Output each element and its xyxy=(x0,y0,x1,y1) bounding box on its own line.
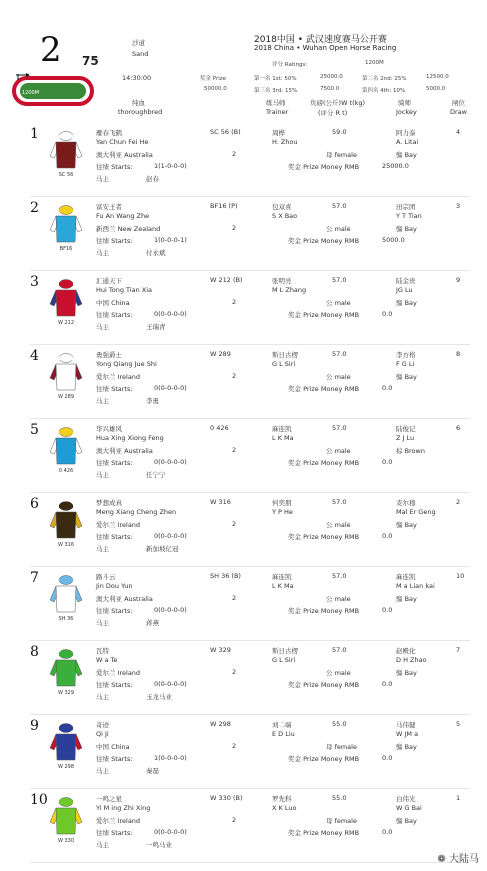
prize-money-label: 奖金 Prize Money RMB xyxy=(288,681,360,689)
horse-record: 0(0-0-0-0) xyxy=(154,606,187,614)
horse-name-en: Yi M ing Zhi Xing xyxy=(96,804,151,812)
horse-owner: 任宁宁 xyxy=(146,471,166,479)
watermark-icon: ❁ xyxy=(437,854,446,865)
jockey-en: JG Lu xyxy=(396,286,413,294)
col-trainer-en: Trainer xyxy=(266,108,289,116)
barrier-draw: 9 xyxy=(456,276,461,284)
race-title-en: 2018 China • Wuhan Open Horse Racing xyxy=(254,44,397,52)
prize-money-label: 奖金 Prize Money RMB xyxy=(288,385,360,393)
horse-record: 1(0-0-0-0) xyxy=(154,754,187,762)
jockey-en: W G Bai xyxy=(396,804,422,812)
trainer-cn: 周桦 xyxy=(272,129,285,137)
horse-colour: 骝 Bay xyxy=(396,521,417,529)
trainer-cn: 麻连凯 xyxy=(272,573,292,581)
silk-code: W 289 xyxy=(57,394,75,400)
race-number: 2 xyxy=(40,30,62,70)
trainer-en: H. Zhou xyxy=(272,138,298,146)
horse-name-cn: 路斗云 xyxy=(96,573,116,581)
prize-money-label: 奖金 Prize Money RMB xyxy=(288,533,360,541)
jockey-cn: 白伟光 xyxy=(396,795,416,803)
prize-label: 奖金 Prize xyxy=(200,76,227,82)
entry-row xyxy=(0,496,487,574)
col-draw-en: Draw xyxy=(450,108,467,116)
horse-name-en: Hui Tong Tian Xia xyxy=(96,286,153,294)
horse-record: 0(0-0-0-0) xyxy=(154,532,187,540)
prize-money: 0.0 xyxy=(382,310,393,318)
prize-money: 0.0 xyxy=(382,606,393,614)
trainer-cn: 何奕朋 xyxy=(272,499,292,507)
prize-money-label: 奖金 Prize Money RMB xyxy=(288,829,360,837)
jockey-silk-icon xyxy=(46,130,86,170)
carried-weight: 57.0 xyxy=(332,276,347,284)
prize-money: 0.0 xyxy=(382,828,393,836)
breed-en: thoroughbred xyxy=(118,108,163,116)
entry-number: 10 xyxy=(30,792,48,808)
jockey-en: A. Litai xyxy=(396,138,419,146)
rating-label: 评分 Ratings: xyxy=(272,62,308,68)
horse-colour: 骝 Bay xyxy=(396,595,417,603)
race-time: 14:30:00 xyxy=(122,74,152,82)
carried-weight: 57.0 xyxy=(332,646,347,654)
horse-name-en: Hua Xing Xiong Feng xyxy=(96,434,164,442)
silk-code: W 212 xyxy=(57,320,75,326)
prize-money: 5000.0 xyxy=(382,236,405,244)
horse-owner: 李勇 xyxy=(146,397,159,405)
horse-origin: 新西兰 New Zealand xyxy=(96,225,161,233)
trainer-en: L K Ma xyxy=(272,582,294,590)
horse-age: 2 xyxy=(232,594,237,602)
carried-weight: 57.0 xyxy=(332,572,347,580)
record-label: 往绩 Starts: xyxy=(96,311,133,319)
breed-cn: 纯血 xyxy=(132,99,145,107)
barrier-draw: 2 xyxy=(456,498,461,506)
horse-name-cn: 华兴雄风 xyxy=(96,425,122,433)
horse-owner: 新加坡亿冠 xyxy=(146,545,179,553)
horse-age: 2 xyxy=(232,668,237,676)
horse-record: 0(0-0-0-0) xyxy=(154,310,187,318)
silk-code: SH 36 xyxy=(58,616,74,622)
horse-colour: 骝 Bay xyxy=(396,151,417,159)
col-draw-cn: 闸位 xyxy=(452,99,465,107)
barrier-draw: 3 xyxy=(456,202,461,210)
horse-name-cn: 一鸣之星 xyxy=(96,795,122,803)
horse-record: 0(0-0-0-0) xyxy=(154,384,187,392)
silk-code: W 330 xyxy=(57,838,75,844)
entry-row xyxy=(0,570,487,648)
horse-sex: 公 male xyxy=(326,669,351,677)
horse-code: W 329 xyxy=(210,646,231,654)
horse-origin: 澳大利亚 Australia xyxy=(96,595,153,603)
horse-code: W 330 (B) xyxy=(210,794,243,802)
horse-name-en: Yong Qiang Jue Shi xyxy=(96,360,157,368)
entry-number: 1 xyxy=(30,126,39,142)
horse-name-cn: 勇强爵士 xyxy=(96,351,122,359)
entry-number: 9 xyxy=(30,718,39,734)
barrier-draw: 10 xyxy=(456,572,465,580)
trainer-en: L K Ma xyxy=(272,434,294,442)
horse-age: 2 xyxy=(232,150,237,158)
trainer-cn: 刘二端 xyxy=(272,721,292,729)
entry-row xyxy=(0,792,487,870)
jockey-cn: 麦尔穆 xyxy=(396,499,416,507)
horse-name-en: Yan Chun Fei He xyxy=(96,138,149,146)
prize-money: 0.0 xyxy=(382,458,393,466)
jockey-cn: 李方格 xyxy=(396,351,416,359)
carried-weight: 59.0 xyxy=(332,128,347,136)
owner-label: 马主 xyxy=(96,323,109,331)
record-label: 往绩 Starts: xyxy=(96,459,133,467)
horse-origin: 爱尔兰 Ireland xyxy=(96,817,141,825)
row-divider xyxy=(30,788,470,789)
record-label: 往绩 Starts: xyxy=(96,163,133,171)
horse-owner: 蒋燕 xyxy=(146,619,159,627)
silk-code: SC 56 xyxy=(58,172,74,178)
horse-name-cn: 雁春飞鹤 xyxy=(96,129,122,137)
prize-money-label: 奖金 Prize Money RMB xyxy=(288,607,360,615)
carried-weight: 57.0 xyxy=(332,424,347,432)
prize-1: 第一名 1st: 50% xyxy=(254,76,297,82)
silk-code: BF16 xyxy=(59,246,73,252)
barrier-draw: 7 xyxy=(456,646,461,654)
jockey-silk-icon xyxy=(46,796,86,836)
jockey-silk-icon xyxy=(46,648,86,688)
entry-row xyxy=(0,644,487,722)
jockey-en: Y T Tian xyxy=(396,212,422,220)
prize-money-label: 奖金 Prize Money RMB xyxy=(288,459,360,467)
horse-owner: 一鸣马业 xyxy=(146,841,172,849)
horse-colour: 骝 Bay xyxy=(396,669,417,677)
race-title-cn: 2018中国 • 武汉速度赛马公开赛 xyxy=(254,35,387,45)
horse-colour: 骝 Bay xyxy=(396,817,417,825)
horse-record: 0(0-0-0-0) xyxy=(154,680,187,688)
prize-4: 第四名 4th: 10% xyxy=(362,88,406,94)
horse-code: W 212 (B) xyxy=(210,276,243,284)
track-label: 1200M xyxy=(22,90,40,96)
jockey-en: F G Li xyxy=(396,360,415,368)
trainer-cn: 罗先科 xyxy=(272,795,292,803)
barrier-draw: 6 xyxy=(456,424,461,432)
prize-money: 25000.0 xyxy=(382,162,409,170)
trainer-cn: 麻连凯 xyxy=(272,425,292,433)
entry-number: 2 xyxy=(30,200,39,216)
trainer-cn: 斯日古楞 xyxy=(272,351,298,359)
carried-weight: 57.0 xyxy=(332,350,347,358)
col-jockey-cn: 骑师 xyxy=(398,99,411,107)
horse-origin: 中国 China xyxy=(96,743,130,751)
record-label: 往绩 Starts: xyxy=(96,829,133,837)
row-divider xyxy=(30,492,470,493)
prize-money-label: 奖金 Prize Money RMB xyxy=(288,163,360,171)
horse-name-en: Jin Dou Yun xyxy=(96,582,133,590)
barrier-draw: 1 xyxy=(456,794,461,802)
horse-age: 2 xyxy=(232,816,237,824)
trainer-en: X K Luo xyxy=(272,804,297,812)
jockey-en: M a Lian kai xyxy=(396,582,435,590)
entry-row xyxy=(0,274,487,352)
horse-origin: 爱尔兰 Ireland xyxy=(96,669,141,677)
horse-sex: 公 male xyxy=(326,373,351,381)
track-diagram xyxy=(12,72,94,106)
horse-name-en: W a Te xyxy=(96,656,118,664)
owner-label: 马主 xyxy=(96,619,109,627)
jockey-cn: 赵殿化 xyxy=(396,647,416,655)
horse-age: 2 xyxy=(232,372,237,380)
horse-age: 2 xyxy=(232,298,237,306)
entry-row xyxy=(0,126,487,204)
entry-row xyxy=(0,348,487,426)
horse-name-cn: 汇通天下 xyxy=(96,277,122,285)
jockey-en: Mal Er Geng xyxy=(396,508,436,516)
entry-number: 6 xyxy=(30,496,39,512)
row-divider xyxy=(30,344,470,345)
trainer-en: G L Siri xyxy=(272,360,296,368)
entry-row xyxy=(0,200,487,278)
horse-origin: 澳大利亚 Australia xyxy=(96,151,153,159)
prize-money-label: 奖金 Prize Money RMB xyxy=(288,237,360,245)
jockey-en: Z J Lu xyxy=(396,434,415,442)
prize-money: 0.0 xyxy=(382,532,393,540)
silk-code: 0 426 xyxy=(58,468,74,474)
col-weight-cn: 负磅(公斤)W t(kg) xyxy=(310,99,366,107)
horse-age: 2 xyxy=(232,446,237,454)
horse-name-en: Meng Xiang Cheng Zhen xyxy=(96,508,177,516)
record-label: 往绩 Starts: xyxy=(96,533,133,541)
prize-total: 50000.0 xyxy=(204,86,227,92)
horse-origin: 中国 China xyxy=(96,299,130,307)
horse-record: 0(0-0-0-0) xyxy=(154,828,187,836)
trainer-cn: 包双喜 xyxy=(272,203,292,211)
horse-age: 2 xyxy=(232,520,237,528)
trainer-en: Y P He xyxy=(272,508,293,516)
horse-record: 1(0-0-0-1) xyxy=(154,236,187,244)
prize-4-value: 5000.0 xyxy=(426,86,446,92)
entry-number: 4 xyxy=(30,348,39,364)
horse-code: W 316 xyxy=(210,498,231,506)
horse-owner: 玉龙马业 xyxy=(146,693,172,701)
horse-code: BF16 (P) xyxy=(210,202,238,210)
silk-code: W 329 xyxy=(57,690,75,696)
horse-owner: 赵春 xyxy=(146,175,159,183)
horse-name-en: Qi Ji xyxy=(96,730,109,738)
prize-2: 第二名 2nd: 25% xyxy=(362,76,407,82)
jockey-silk-icon xyxy=(46,278,86,318)
jockey-cn: 陆俊记 xyxy=(396,425,416,433)
owner-label: 马主 xyxy=(96,397,109,405)
prize-3: 第三名 3rd: 15% xyxy=(254,88,298,94)
jockey-silk-icon xyxy=(46,426,86,466)
horse-origin: 爱尔兰 Ireland xyxy=(96,521,141,529)
horse-origin: 澳大利亚 Australia xyxy=(96,447,153,455)
horse-colour: 骝 Bay xyxy=(396,225,417,233)
row-divider xyxy=(30,566,470,567)
horse-origin: 爱尔兰 Ireland xyxy=(96,373,141,381)
jockey-en: W JM a xyxy=(396,730,419,738)
trainer-en: G L Siri xyxy=(272,656,296,664)
horse-sex: 公 male xyxy=(326,447,351,455)
col-jockey-en: Jockey xyxy=(396,108,417,116)
horse-owner: 王瑞青 xyxy=(146,323,166,331)
prize-3-value: 7500.0 xyxy=(320,86,340,92)
carried-weight: 55.0 xyxy=(332,794,347,802)
owner-label: 马主 xyxy=(96,175,109,183)
row-divider xyxy=(30,640,470,641)
horse-owner: 秦磊 xyxy=(146,767,159,775)
horse-colour: 棕 Brown xyxy=(396,447,425,455)
horse-sex: 公 male xyxy=(326,521,351,529)
surface-en: Sand xyxy=(132,50,149,58)
barrier-draw: 4 xyxy=(456,128,461,136)
record-label: 往绩 Starts: xyxy=(96,385,133,393)
entry-row xyxy=(0,422,487,500)
row-divider xyxy=(30,196,470,197)
prize-money: 0.0 xyxy=(382,384,393,392)
row-divider xyxy=(30,714,470,715)
horse-sex: 公 male xyxy=(326,299,351,307)
owner-label: 马主 xyxy=(96,767,109,775)
distance-full: 1200M xyxy=(365,60,384,66)
horse-name-cn: 梦想成真 xyxy=(96,499,122,507)
carried-weight: 55.0 xyxy=(332,720,347,728)
horse-sex: 公 male xyxy=(326,225,351,233)
prize-money-label: 奖金 Prize Money RMB xyxy=(288,755,360,763)
horse-record: 0(0-0-0-0) xyxy=(154,458,187,466)
owner-label: 马主 xyxy=(96,249,109,257)
owner-label: 马主 xyxy=(96,471,109,479)
watermark xyxy=(437,850,479,865)
horse-owner: 付永斌 xyxy=(146,249,166,257)
jockey-silk-icon xyxy=(46,500,86,540)
row-divider xyxy=(30,418,470,419)
jockey-silk-icon xyxy=(46,352,86,392)
jockey-silk-icon xyxy=(46,204,86,244)
entry-number: 5 xyxy=(30,422,39,438)
horse-code: SH 36 (B) xyxy=(210,572,241,580)
col-weight-en: (评分 R t) xyxy=(318,109,348,117)
horse-sex: 母 female xyxy=(326,817,357,825)
horse-name-cn: 富安王者 xyxy=(96,203,122,211)
trainer-en: M L Zhang xyxy=(272,286,307,294)
horse-colour: 骝 Bay xyxy=(396,743,417,751)
record-label: 往绩 Starts: xyxy=(96,681,133,689)
horse-sex: 公 male xyxy=(326,595,351,603)
horse-record: 1(1-0-0-0) xyxy=(154,162,187,170)
silk-code: W 298 xyxy=(57,764,75,770)
jockey-cn: 田宗团 xyxy=(396,203,416,211)
horse-age: 2 xyxy=(232,742,237,750)
jockey-cn: 马伟健 xyxy=(396,721,416,729)
prize-money-label: 奖金 Prize Money RMB xyxy=(288,311,360,319)
owner-label: 马主 xyxy=(96,693,109,701)
jockey-cn: 陆金贵 xyxy=(396,277,416,285)
record-label: 往绩 Starts: xyxy=(96,237,133,245)
barrier-draw: 5 xyxy=(456,720,461,728)
jockey-silk-icon xyxy=(46,574,86,614)
entry-number: 3 xyxy=(30,274,39,290)
watermark-text: 大陆马 xyxy=(449,854,479,865)
horse-name-cn: 瓦特 xyxy=(96,647,109,655)
trainer-en: E D Liu xyxy=(272,730,295,738)
entry-number: 8 xyxy=(30,644,39,660)
col-trainer-cn: 练马师 xyxy=(266,99,286,107)
record-label: 往绩 Starts: xyxy=(96,607,133,615)
record-label: 往绩 Starts: xyxy=(96,755,133,763)
jockey-silk-icon xyxy=(46,722,86,762)
horse-age: 2 xyxy=(232,224,237,232)
carried-weight: 57.0 xyxy=(332,498,347,506)
surface-cn: 沙道 xyxy=(132,39,145,47)
prize-1-value: 25000.0 xyxy=(320,74,343,80)
prize-money: 0.0 xyxy=(382,680,393,688)
horse-colour: 骝 Bay xyxy=(396,373,417,381)
entry-row xyxy=(0,718,487,796)
silk-code: W 316 xyxy=(57,542,75,548)
entry-number: 7 xyxy=(30,570,39,586)
horse-colour: 骝 Bay xyxy=(396,299,417,307)
trainer-en: S X Bao xyxy=(272,212,298,220)
horse-code: SC 56 (B) xyxy=(210,128,241,136)
prize-money: 0.0 xyxy=(382,754,393,762)
carried-weight: 57.0 xyxy=(332,202,347,210)
prize-2-value: 12500.0 xyxy=(426,74,449,80)
horse-sex: 母 female xyxy=(326,151,357,159)
owner-label: 马主 xyxy=(96,841,109,849)
jockey-en: D H Zhao xyxy=(396,656,427,664)
owner-label: 马主 xyxy=(96,545,109,553)
trainer-cn: 张明亮 xyxy=(272,277,292,285)
barrier-draw: 8 xyxy=(456,350,461,358)
horse-sex: 母 female xyxy=(326,743,357,751)
horse-code: 0 426 xyxy=(210,424,229,432)
row-divider xyxy=(30,270,470,271)
trainer-cn: 斯日古楞 xyxy=(272,647,298,655)
horse-code: W 298 xyxy=(210,720,231,728)
jockey-cn: 阿力泰 xyxy=(396,129,416,137)
horse-code: W 289 xyxy=(210,350,231,358)
race-distance: 75 xyxy=(82,54,99,68)
row-divider xyxy=(30,862,470,863)
jockey-cn: 麻连凯 xyxy=(396,573,416,581)
horse-name-cn: 奇迹 xyxy=(96,721,109,729)
horse-name-en: Fu An Wang Zhe xyxy=(96,212,150,220)
